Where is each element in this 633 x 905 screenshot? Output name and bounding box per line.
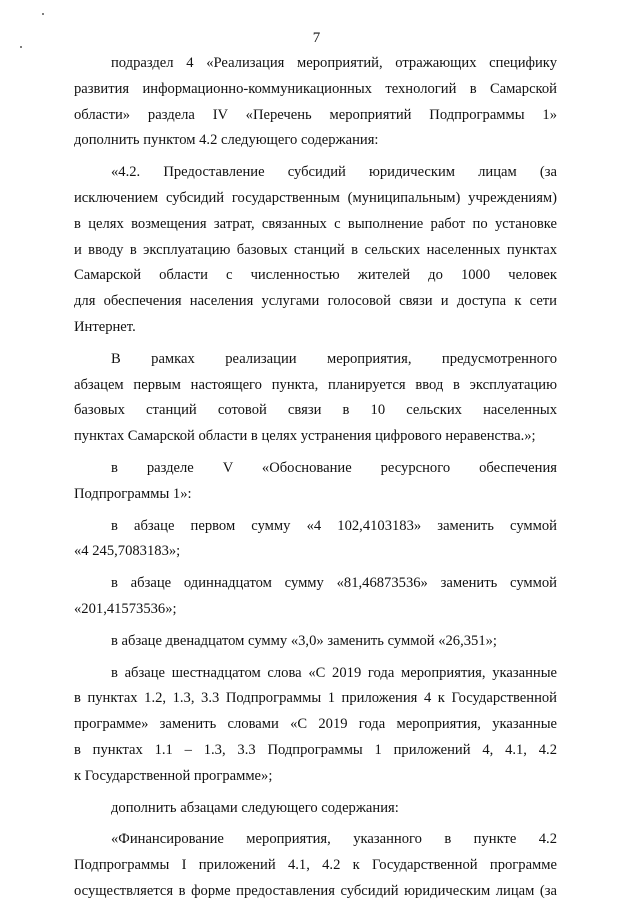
text-line: осуществляется в форме предоставления субсидий юридическим лицам (за bbox=[74, 882, 557, 899]
paragraph bbox=[74, 514, 557, 566]
text-line: и вводу в эксплуатацию базовых станций в сельских населенных пунктах bbox=[74, 241, 557, 258]
scan-speck bbox=[42, 13, 44, 15]
paragraph bbox=[74, 347, 557, 450]
paragraph bbox=[74, 571, 557, 623]
document-body bbox=[74, 51, 557, 905]
text-line: пунктах Самарской области в целях устранения цифрового неравенства.»; bbox=[74, 428, 536, 445]
text-line: «4 245,7083183»; bbox=[74, 543, 181, 560]
text-line: в пунктах 1.2, 1.3, 3.3 Подпрограммы 1 приложения 4 к Государственной bbox=[74, 690, 557, 707]
page-number: 7 bbox=[312, 30, 321, 46]
text-line: Подпрограммы I приложений 4.1, 4.2 к Государственной программе bbox=[74, 857, 557, 874]
text-line: в абзаце шестнадцатом слова «С 2019 года мероприятия, указанные bbox=[111, 664, 557, 681]
paragraph bbox=[74, 456, 557, 508]
text-line: к Государственной программе»; bbox=[74, 767, 273, 784]
text-line: Самарской области с численностью жителей до 1000 человек bbox=[74, 267, 557, 284]
text-line: дополнить абзацами следующего содержания: bbox=[111, 799, 399, 816]
text-line: Подпрограммы 1»: bbox=[74, 485, 192, 502]
paragraph bbox=[74, 796, 557, 822]
text-line: развития информационно-коммуникационных технологий в Самарской bbox=[74, 80, 557, 97]
text-line: в абзаце одиннадцатом сумму «81,46873536» заменить суммой bbox=[111, 575, 557, 592]
text-line: в пунктах 1.1 – 1.3, 3.3 Подпрограммы 1 приложений 4, 4.1, 4.2 bbox=[74, 741, 557, 758]
text-line: подраздел 4 «Реализация мероприятий, отражающих специфику bbox=[111, 55, 557, 71]
text-line: программе» заменить словами «С 2019 года мероприятия, указанные bbox=[74, 716, 557, 733]
text-line: «4.2. Предоставление субсидий юридическим лицам (за bbox=[111, 164, 557, 181]
text-line: абзацем первым настоящего пункта, планируется ввод в эксплуатацию bbox=[74, 376, 557, 393]
text-line: в абзаце первом сумму «4 102,4103183» заменить суммой bbox=[111, 517, 557, 534]
text-line: «201,41573536»; bbox=[74, 600, 177, 617]
paragraph bbox=[74, 160, 557, 341]
text-line: базовых станций сотовой связи в 10 сельских населенных bbox=[74, 402, 557, 419]
paragraph bbox=[74, 661, 557, 790]
text-line: области» раздела IV «Перечень мероприятий Подпрограммы 1» bbox=[74, 106, 557, 123]
text-line: в абзаце двенадцатом сумму «3,0» заменить суммой «26,351»; bbox=[111, 632, 497, 649]
text-line: «Финансирование мероприятия, указанного в пункте 4.2 bbox=[111, 831, 557, 848]
text-line: дополнить пунктом 4.2 следующего содержания: bbox=[74, 132, 379, 149]
text-line: В рамках реализации мероприятия, предусмотренного bbox=[111, 350, 557, 367]
text-line: для обеспечения населения услугами голосовой связи и доступа к сети bbox=[74, 293, 557, 310]
paragraph bbox=[74, 827, 557, 904]
text-line: в целях возмещения затрат, связанных с выполнение работ по установке bbox=[74, 215, 557, 232]
paragraph bbox=[74, 629, 557, 655]
text-line: исключением субсидий государственным (муниципальным) учреждениям) bbox=[74, 189, 557, 206]
text-line: Интернет. bbox=[74, 318, 136, 335]
paragraph bbox=[74, 51, 557, 154]
text-line: в разделе V «Обоснование ресурсного обеспечения bbox=[111, 459, 557, 476]
